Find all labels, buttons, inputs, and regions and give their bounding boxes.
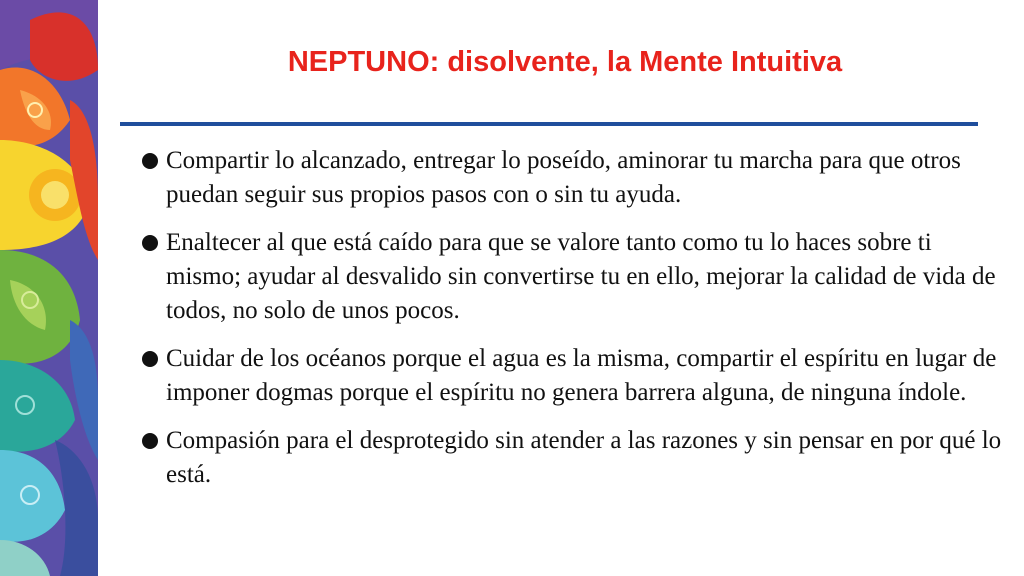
- decorative-mandala-strip: [0, 0, 98, 576]
- bullet-icon: [142, 351, 158, 367]
- bullet-text: Compasión para el desprotegido sin atender a las razones y sin pensar en por qué lo está.: [166, 427, 1002, 488]
- bullet-text: Compartir lo alcanzado, entregar lo poseído, aminorar tu marcha para que otros puedan seguir sus propios pasos con o sin tu ayuda.: [166, 147, 961, 208]
- bullet-item: [142, 424, 1012, 492]
- bullet-text: Cuidar de los océanos porque el agua es la misma, compartir el espíritu en lugar de imponer dogmas porque el espíritu no genera barrera alguna, de ninguna índole.: [166, 345, 997, 406]
- bullet-icon: [142, 153, 158, 169]
- bullet-list: [142, 144, 1012, 506]
- bullet-icon: [142, 235, 158, 251]
- bullet-text: Enaltecer al que está caído para que se valore tanto como tu lo haces sobre ti mismo; ayudar al desvalido sin convertirse tu en ello, mejorar la calidad de vida de todos, no solo de unos pocos.: [166, 229, 996, 324]
- slide-title: NEPTUNO: disolvente, la Mente Intuitiva: [287, 46, 843, 78]
- bullet-item: [142, 342, 1012, 410]
- bullet-item: [142, 144, 1012, 212]
- bullet-icon: [142, 433, 158, 449]
- title-divider: [120, 122, 978, 126]
- bullet-item: [142, 226, 1012, 328]
